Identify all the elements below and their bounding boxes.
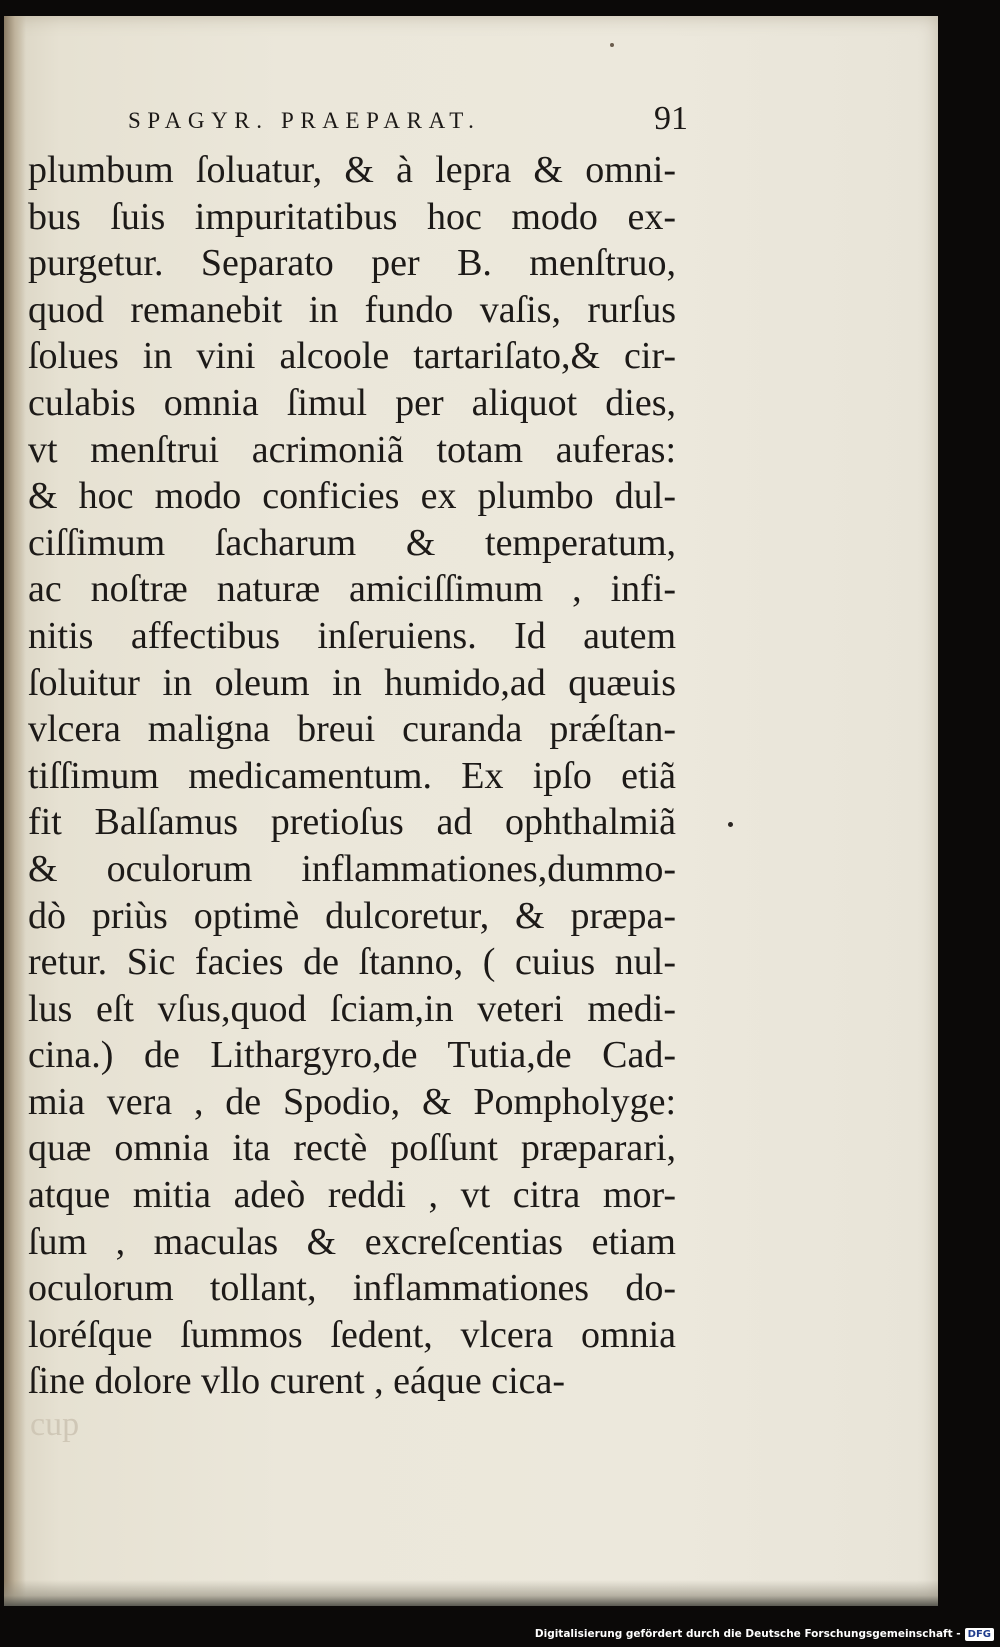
running-head <box>128 100 688 140</box>
text-line: atque mitia adeò reddi , vt citra mor- <box>28 1174 676 1217</box>
text-line: tiſſimum medicamentum. Ex ipſo etiã <box>28 754 676 797</box>
paper-speck <box>610 43 614 47</box>
book-page <box>4 16 938 1606</box>
page-gutter-shadow <box>4 16 26 1606</box>
digitization-credit <box>535 1625 994 1643</box>
text-line: quod remanebit in fundo vaſis, rurſus <box>28 288 676 331</box>
text-line: quæ omnia ita rectè poſſunt præparari, <box>28 1127 676 1170</box>
bleed-through-text: cup <box>30 1406 80 1443</box>
text-line: loréſque ſummos ſedent, vlcera omnia <box>28 1313 676 1356</box>
text-line: & oculorum inflammationes,dummo- <box>28 847 676 890</box>
text-line: ſoluitur in oleum in humido,ad quæuis <box>28 661 676 704</box>
text-line: dò priùs optimè dulcoretur, & præpa- <box>28 894 676 937</box>
text-line: retur. Sic facies de ſtanno, ( cuius nul- <box>28 941 676 984</box>
text-line: ciſſimum ſacharum & temperatum, <box>28 521 676 564</box>
text-line: & hoc modo conficies ex plumbo dul- <box>28 475 676 518</box>
text-line: vt menſtrui acrimoniã totam auferas: <box>28 428 676 471</box>
text-line: ſolues in vini alcoole tartariſato,& cir- <box>28 335 676 378</box>
page-bottom-edge <box>4 1580 938 1606</box>
credit-text: Digitalisierung gefördert durch die Deutsche Forschungsgemeinschaft - <box>534 1628 961 1640</box>
text-line: bus ſuis impuritatibus hoc modo ex- <box>28 195 676 238</box>
text-line: plumbum ſoluatur, & à lepra & omni- <box>28 149 676 191</box>
text-line: oculorum tollant, inflammationes do- <box>28 1267 676 1310</box>
text-line: ſum , maculas & excreſcentias etiam <box>28 1220 676 1263</box>
text-line: cina.) de Lithargyro,de Tutia,de Cad- <box>28 1034 676 1077</box>
text-line: mia vera , de Spodio, & Pompholyge: <box>28 1080 676 1123</box>
dfg-logo: DFG <box>965 1628 994 1641</box>
text-line: nitis affectibus inſeruiens. Id autem <box>28 614 676 657</box>
running-head-title: SPAGYR. PRAEPARAT. <box>128 108 481 133</box>
body-text <box>28 147 676 1405</box>
text-line: culabis omnia ſimul per aliquot dies, <box>28 381 676 424</box>
text-line: lus eſt vſus,quod ſciam,in veteri medi- <box>28 987 676 1030</box>
text-line: purgetur. Separato per B. menſtruo, <box>28 242 676 285</box>
ink-speck <box>728 822 733 827</box>
text-line: ſine dolore vllo curent , eáque cica- <box>28 1360 566 1403</box>
text-line: vlcera maligna breui curanda prǽſtan- <box>28 708 676 751</box>
text-line: fit Balſamus pretioſus ad ophthalmiã <box>28 801 676 844</box>
text-line: ac noſtræ naturæ amiciſſimum , infi- <box>28 568 676 611</box>
page-number: 91 <box>654 100 688 137</box>
